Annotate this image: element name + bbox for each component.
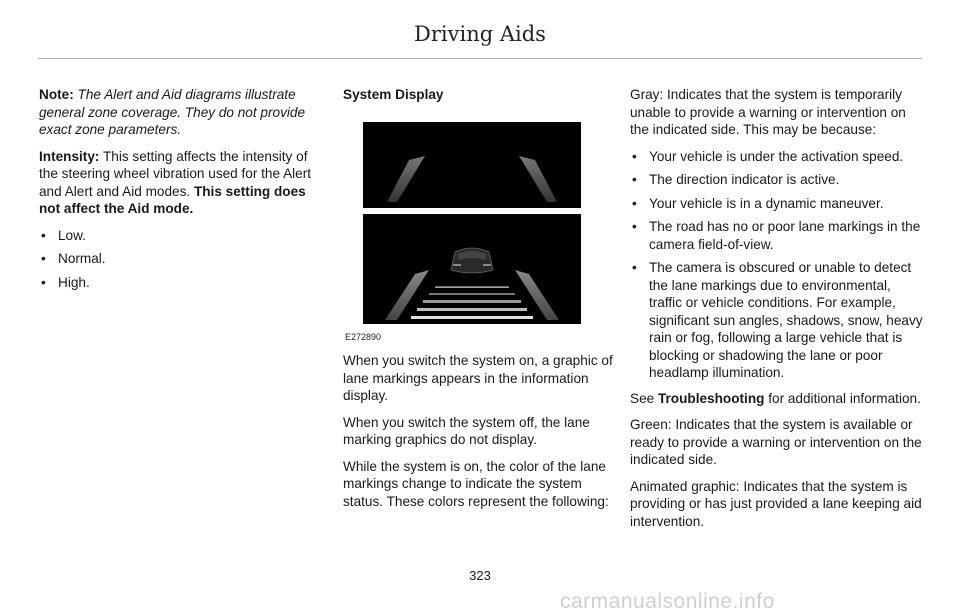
- car-icon: [451, 248, 493, 273]
- column-left: [39, 86, 319, 299]
- column-middle-text: [343, 352, 621, 519]
- intensity-text: This setting affects the intensity of the steering wheel vibration used for the Alert and Alert and Aid modes.: [39, 148, 312, 199]
- header-divider: [38, 58, 922, 59]
- page-title: Driving Aids: [414, 22, 546, 46]
- intensity-paragraph: [39, 148, 319, 218]
- left-lane-marker: [387, 156, 425, 202]
- intensity-label: Intensity:: [39, 148, 100, 164]
- note-label: Note:: [39, 87, 74, 102]
- note-text: The Alert and Aid diagrams illustrate general zone coverage. They do not provide exact zone parameters.: [39, 87, 306, 137]
- bullet-icon: •: [41, 251, 46, 266]
- paragraph: While the system is on, the color of the lane markings change to indicate the system status. These colors represent the following:: [343, 458, 609, 509]
- lane-lines-illustration: [363, 122, 581, 208]
- bullet-icon: •: [632, 148, 637, 164]
- figure-id: E272890: [345, 332, 382, 342]
- bullet-icon: •: [41, 274, 46, 290]
- gray-status-paragraph: Gray: Indicates that the system is temporarily unable to provide a warning or intervention on the indicated side. This may be because:: [630, 87, 906, 137]
- reasons-list: [630, 148, 926, 382]
- list-item: • Your vehicle is under the activation speed.: [632, 148, 904, 164]
- troubleshooting-reference: Troubleshooting: [657, 390, 765, 406]
- list-item: • Low.: [41, 227, 86, 243]
- watermark: carmanualsonline.info: [560, 590, 775, 613]
- intensity-options-list: [39, 227, 319, 292]
- see-troubleshooting-paragraph: See Troubleshooting for additional information.: [630, 390, 921, 406]
- lane-aid-illustration: [363, 214, 581, 324]
- lane-stripes: [411, 286, 533, 319]
- intensity-bold-note: This setting does not affect the Aid mode.: [39, 183, 306, 216]
- page-number: 323: [469, 568, 491, 583]
- bullet-icon: •: [41, 227, 46, 243]
- list-item: • The direction indicator is active.: [632, 172, 840, 187]
- list-item: • The camera is obscured or unable to detect the lane markings due to environmental, traffic or vehicle conditions. For example, significant sun angles, shadows, snow, heavy rain or fog, following a large vehicle that is blocking or shadowing the lane or poor headlamp illumination.: [632, 260, 923, 380]
- list-item: • High.: [41, 274, 90, 290]
- bullet-icon: •: [632, 172, 637, 187]
- section-heading: System Display: [343, 87, 444, 102]
- paragraph: When you switch the system on, a graphic of lane markings appears in the information display.: [343, 353, 613, 403]
- right-lane-marker: [515, 270, 559, 320]
- right-lane-marker: [519, 156, 557, 202]
- column-right: [630, 86, 926, 539]
- list-item: • The road has no or poor lane markings in the camera field-of-view.: [632, 219, 921, 252]
- lane-display-figure-bottom: [363, 214, 581, 324]
- bullet-icon: •: [632, 195, 637, 211]
- list-item: • Normal.: [41, 251, 106, 266]
- animated-status-paragraph: Animated graphic: Indicates that the system is providing or has just provided a lane keeping aid intervention.: [630, 478, 922, 529]
- lane-display-figure-top: [363, 122, 581, 208]
- list-item: • Your vehicle is in a dynamic maneuver.: [632, 195, 884, 211]
- bullet-icon: •: [632, 260, 637, 275]
- green-status-paragraph: Green: Indicates that the system is available or ready to provide a warning or intervention on the indicated side.: [630, 417, 922, 467]
- column-middle: [343, 86, 621, 113]
- bullet-icon: •: [632, 219, 637, 234]
- left-lane-marker: [385, 270, 429, 320]
- note-paragraph: [39, 86, 319, 139]
- paragraph: When you switch the system off, the lane marking graphics do not display.: [343, 414, 590, 447]
